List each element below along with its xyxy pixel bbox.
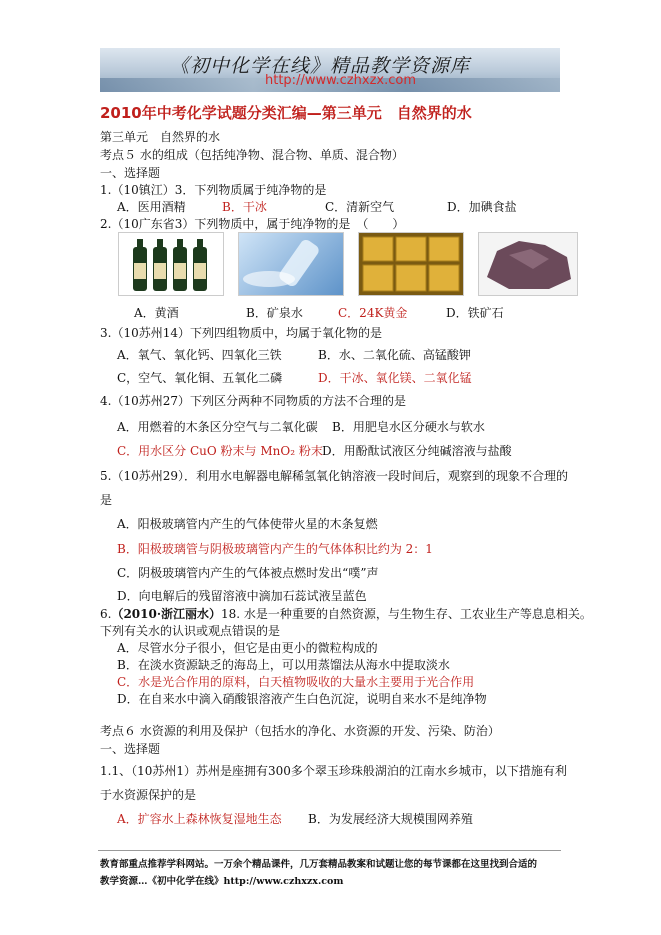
q6-text: 18. 水是一种重要的自然资源，与生物生存、工农业生产等息息相关。 (221, 607, 592, 621)
kp6-heading: 考点６ 水资源的利用及保护（包括水的净化、水资源的开发、污染、防治） (100, 724, 500, 738)
q7-option-a: A．扩容水上森林恢复湿地生态 (117, 812, 282, 826)
question-2: 2.（10广东省3）下列物质中，属于纯净物的是 （ ） (100, 217, 405, 231)
unit-heading: 第三单元 自然界的水 (100, 130, 221, 144)
q6-option-c: C．水是光合作用的原料，白天植物吸收的大量水主要用于光合作用 (117, 675, 475, 689)
footer-divider (98, 850, 561, 851)
question-1: 1.（10镇江）3．下列物质属于纯净物的是 (100, 183, 327, 197)
mineral-water-image (238, 232, 344, 296)
q4-option-d: D．用酚酞试液区分纯碱溶液与盐酸 (322, 444, 512, 458)
question-7: 1.1、（10苏州1）苏州是座拥有300多个翠玉珍珠般湖泊的江南水乡城市，以下措施有利 (100, 764, 567, 778)
q5-option-b: B．阳极玻璃管与阴极玻璃管内产生的气体体积比约为 2：1 (117, 542, 433, 556)
q7-option-b: B．为发展经济大规模围网养殖 (308, 812, 473, 826)
q4-option-c: C．用水区分 CuO 粉末与 MnO₂ 粉末 (117, 444, 323, 458)
q5-option-d: D．向电解后的残留溶液中滴加石蕊试液呈蓝色 (117, 589, 367, 603)
q2-option-d: D．铁矿石 (446, 306, 504, 320)
footer-line-2[interactable]: 教学资源…《初中化学在线》http://www.czhxzx.com (100, 876, 344, 887)
section-heading: 一、选择题 (100, 166, 161, 180)
question-6-continued: 下列有关水的认识或观点错误的是 (100, 624, 281, 638)
rice-wine-bottles-image (118, 232, 224, 296)
q6-option-a: A．尽管水分子很小，但它是由更小的微粒构成的 (117, 641, 378, 655)
q4-option-b: B．用肥皂水区分硬水与软水 (332, 420, 485, 434)
question-7-continued: 于水资源保护的是 (100, 788, 197, 802)
q2-option-c: C．24K黄金 (338, 306, 408, 320)
q1-option-b: B．干冰 (222, 200, 267, 214)
banner-title: 《初中化学在线》精品教学资源库 (170, 55, 471, 77)
q4-option-a: A．用燃着的木条区分空气与二氧化碳 (117, 420, 318, 434)
q3-option-d: D．干冰、氧化镁、二氧化锰 (318, 371, 472, 385)
gold-bars-image (358, 232, 464, 296)
q6-source: （2010·浙江丽水） (111, 607, 222, 621)
question-5: 5.（10苏州29）．利用水电解器电解稀氢氧化钠溶液一段时间后，观察到的现象不合理的 (100, 469, 568, 483)
q3-option-c: C，空气、氧化铜、五氧化二磷 (117, 371, 283, 385)
q6-option-d: D．在自来水中滴入硝酸银溶液产生白色沉淀，说明自来水不是纯净物 (117, 692, 487, 706)
q3-option-a: A．氧气、氧化钙、四氧化三铁 (117, 348, 282, 362)
q5-option-c: C．阴极玻璃管内产生的气体被点燃时发出“噗”声 (117, 566, 379, 580)
q2-option-b: B．矿泉水 (246, 306, 303, 320)
q1-option-c: C．清新空气 (325, 200, 395, 214)
footer-line-1: 教育部重点推荐学科网站。一万余个精品课件，几万套精品教案和试题让您的每节课都在这里找到合适的 (100, 859, 538, 870)
q3-option-b: B．水、二氧化硫、高锰酸钾 (318, 348, 471, 362)
q6-number: 6. (100, 607, 112, 621)
q6-option-b: B．在淡水资源缺乏的海岛上，可以用蒸馏法从海水中提取淡水 (117, 658, 450, 672)
header-banner (100, 48, 560, 92)
iron-ore-image (478, 232, 578, 296)
banner-url[interactable]: http://www.czhxzx.com (265, 73, 416, 88)
q1-option-d: D．加碘食盐 (447, 200, 517, 214)
question-6 (100, 605, 592, 622)
q1-option-a: A．医用酒精 (117, 200, 186, 214)
question-4: 4.（10苏州27）下列区分两种不同物质的方法不合理的是 (100, 394, 406, 408)
document-title: 2010年中考化学试题分类汇编—第三单元 自然界的水 (100, 104, 472, 122)
question-5-continued: 是 (100, 493, 113, 507)
kp5-heading: 考点５ 水的组成（包括纯净物、混合物、单质、混合物） (100, 148, 404, 162)
q5-option-a: A．阳极玻璃管内产生的气体使带火星的木条复燃 (117, 517, 378, 531)
question-3: 3.（10苏州14）下列四组物质中，均属于氧化物的是 (100, 326, 382, 340)
section-heading-2: 一、选择题 (100, 742, 161, 756)
q2-option-a: A．黄酒 (134, 306, 179, 320)
